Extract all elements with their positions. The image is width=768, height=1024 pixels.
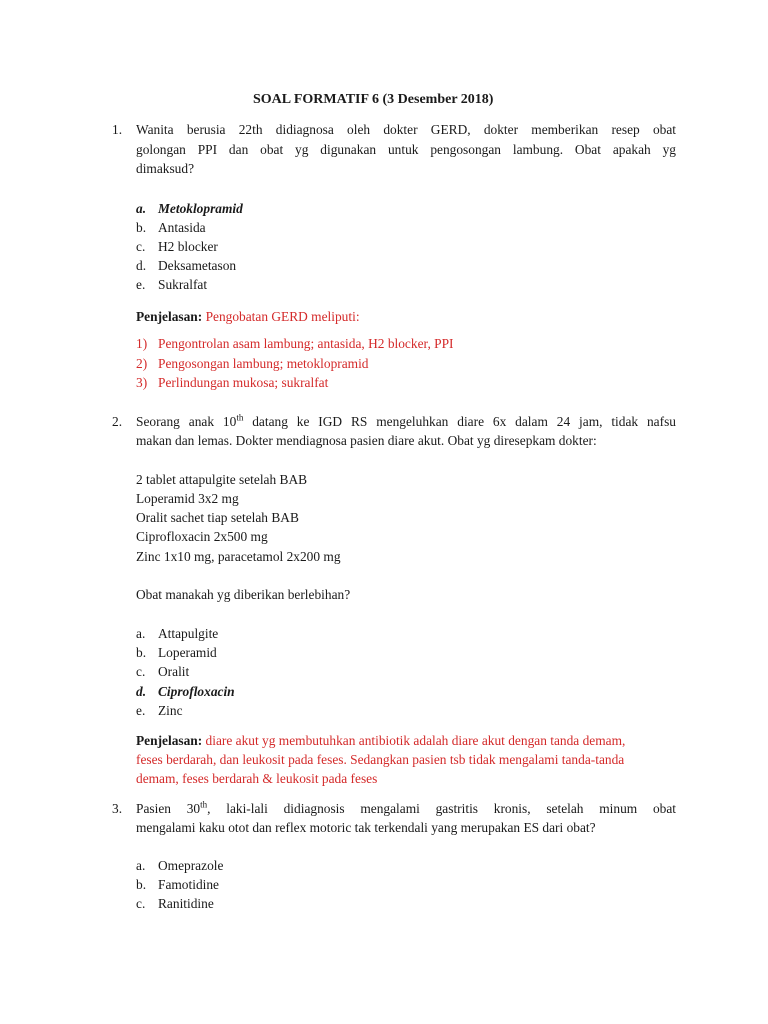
q2-option-a-letter: a. xyxy=(136,626,146,641)
q3-option-b-letter: b. xyxy=(136,877,147,892)
q1-explanation-label: Penjelasan: xyxy=(136,309,203,324)
q2-option-b-text: Loperamid xyxy=(158,645,217,660)
q2-line-2: makan dan lemas. Dokter mendiagnosa pasien diare akut. Obat yg diresepkam dokter: xyxy=(136,433,597,448)
q2-option-a-text: Attapulgite xyxy=(158,626,219,641)
q3-option-c-letter: c. xyxy=(136,896,146,911)
q2-rx-4: Ciprofloxacin 2x500 mg xyxy=(136,529,268,544)
q3-line-1-post: , laki-lali didiagnosis mengalami gastritis kronis, setelah minum obat xyxy=(207,801,677,816)
q1-expl-item-3-num: 3) xyxy=(136,375,148,390)
q2-line-1-post: datang ke IGD RS mengeluhkan diare 6x dalam 24 jam, tidak nafsu xyxy=(243,414,676,429)
q2-rx-2: Loperamid 3x2 mg xyxy=(136,491,239,506)
q2-rx-3: Oralit sachet tiap setelah BAB xyxy=(136,510,299,525)
q1-explanation xyxy=(136,309,360,325)
q2-option-e-text: Zinc xyxy=(158,703,183,718)
q1-option-b-letter: b. xyxy=(136,220,147,235)
q2-question: Obat manakah yg diberikan berlebihan? xyxy=(136,587,351,602)
q2-line-1-pre: Seorang anak 10 xyxy=(136,414,237,429)
q2-explanation-line-1 xyxy=(136,733,625,749)
q3-option-c-text: Ranitidine xyxy=(158,896,214,911)
q2-explanation-line-3: demam, feses berdarah & leukosit pada feses xyxy=(136,771,378,786)
q1-line-3: dimaksud? xyxy=(136,161,195,176)
q2-rx-1: 2 tablet attapulgite setelah BAB xyxy=(136,472,308,487)
page-title: SOAL FORMATIF 6 (3 Desember 2018) xyxy=(253,92,494,107)
q2-option-d-letter: d. xyxy=(136,684,147,699)
q1-expl-item-2-num: 2) xyxy=(136,356,148,371)
q3-line-1-sup: th xyxy=(200,799,208,810)
q1-number: 1. xyxy=(112,122,123,137)
q2-option-c-letter: c. xyxy=(136,664,146,679)
q2-line-1 xyxy=(136,414,676,430)
q1-expl-item-2-text: Pengosongan lambung; metoklopramid xyxy=(158,356,369,371)
q1-option-b-text: Antasida xyxy=(158,220,206,235)
q1-option-d-letter: d. xyxy=(136,258,147,273)
q3-option-a-text: Omeprazole xyxy=(158,858,224,873)
q1-option-c-letter: c. xyxy=(136,239,146,254)
q1-option-e-letter: e. xyxy=(136,277,146,292)
q1-option-e-text: Sukralfat xyxy=(158,277,208,292)
q3-option-a-letter: a. xyxy=(136,858,146,873)
q3-line-1-pre: Pasien 30 xyxy=(136,801,201,816)
q1-expl-item-1-num: 1) xyxy=(136,336,148,351)
q1-option-a-letter: a. xyxy=(136,201,147,216)
q2-option-e-letter: e. xyxy=(136,703,146,718)
q2-option-d-text: Ciprofloxacin xyxy=(158,684,235,699)
q2-rx-5: Zinc 1x10 mg, paracetamol 2x200 mg xyxy=(136,549,341,564)
q3-option-b-text: Famotidine xyxy=(158,877,219,892)
q3-number: 3. xyxy=(112,801,123,816)
q2-option-b-letter: b. xyxy=(136,645,147,660)
q2-option-c-text: Oralit xyxy=(158,664,190,679)
q1-expl-item-1-text: Pengontrolan asam lambung; antasida, H2 blocker, PPI xyxy=(158,336,454,351)
q1-line-2: golongan PPI dan obat yg digunakan untuk pengosongan lambung. Obat apakah yg xyxy=(136,142,676,157)
q3-line-2: mengalami kaku otot dan reflex motoric tak terkendali yang merupakan ES dari obat? xyxy=(136,820,596,835)
q2-explanation-text-1: diare akut yg membutuhkan antibiotik adalah diare akut dengan tanda demam, xyxy=(202,733,626,748)
q2-line-1-sup: th xyxy=(236,412,244,423)
q1-expl-item-3-text: Perlindungan mukosa; sukralfat xyxy=(158,375,329,390)
q1-explanation-text: Pengobatan GERD meliputi: xyxy=(205,309,360,324)
q2-explanation-label: Penjelasan: xyxy=(136,733,203,748)
q2-explanation-line-2: feses berdarah, dan leukosit pada feses. Sedangkan pasien tsb tidak mengalami tanda-tanda xyxy=(136,752,625,767)
q1-option-c-text: H2 blocker xyxy=(158,239,218,254)
q1-line-1: Wanita berusia 22th didiagnosa oleh dokter GERD, dokter memberikan resep obat xyxy=(136,122,676,137)
q3-line-1 xyxy=(136,801,676,817)
q1-option-a-text: Metoklopramid xyxy=(158,201,243,216)
q2-number: 2. xyxy=(112,414,123,429)
q1-option-d-text: Deksametason xyxy=(158,258,237,273)
